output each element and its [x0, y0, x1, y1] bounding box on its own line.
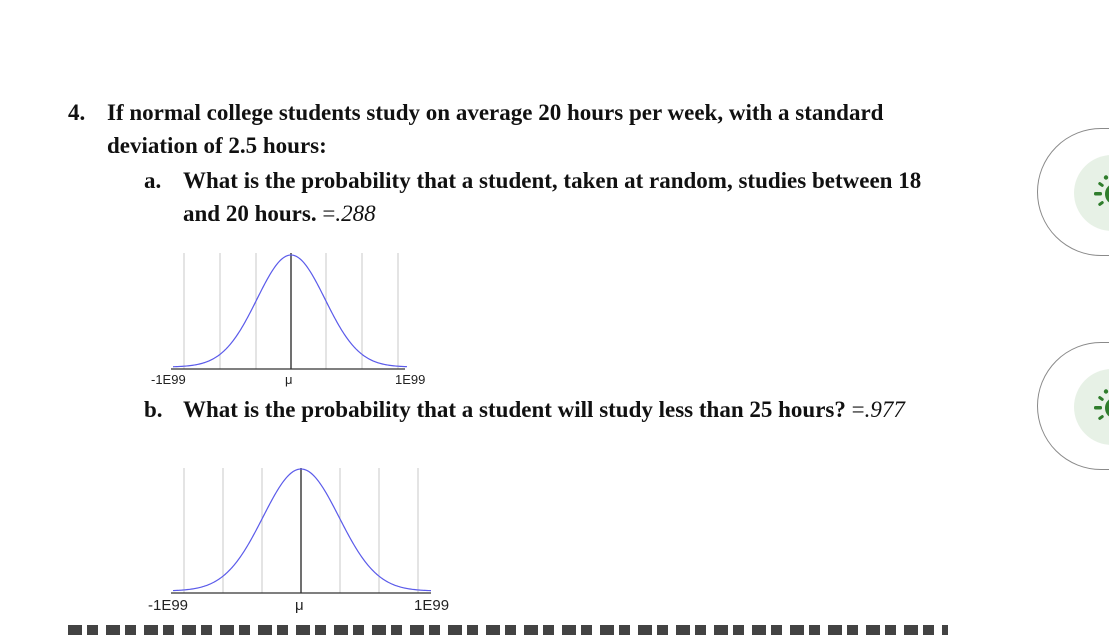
side-floating-button-1[interactable] — [1037, 128, 1109, 256]
part-a-text-line2: and 20 hours. — [183, 201, 317, 226]
graph-b-center-label: μ — [295, 597, 304, 614]
part-b-letter: b. — [144, 397, 163, 422]
normal-curve — [173, 469, 431, 591]
part-b-text: What is the probability that a student will study less than 25 hours? — [183, 397, 846, 422]
cut-off-next-question — [68, 623, 968, 635]
part-a-answer: .288 — [335, 201, 376, 226]
bug-icon — [1092, 175, 1109, 211]
side-button-2-badge — [1074, 369, 1109, 445]
graph-b-right-label: 1E99 — [414, 597, 450, 614]
part-b-line — [183, 393, 905, 426]
normal-curve — [173, 255, 407, 367]
question-text-line2: deviation of 2.5 hours: — [107, 133, 327, 158]
side-floating-button-2[interactable] — [1037, 342, 1109, 470]
graph-a-left-label: -1E99 — [151, 372, 186, 387]
part-b-answer: .977 — [864, 397, 905, 422]
question-text-line1: If normal college students study on average 20 hours per week, with a standard — [107, 100, 884, 125]
question-number: 4. — [68, 100, 86, 125]
part-a-answer-eq: = — [322, 201, 336, 226]
graph-a-right-label: 1E99 — [395, 372, 426, 387]
side-button-1-badge — [1074, 155, 1109, 231]
part-b-answer-eq: = — [851, 397, 865, 422]
graph-b-left-label: -1E99 — [148, 597, 189, 614]
part-a-line2 — [183, 197, 376, 230]
part-a-text-line1: What is the probability that a student, taken at random, studies between 18 — [183, 168, 922, 193]
normal-curve-graph-b — [165, 462, 440, 597]
part-a-letter: a. — [144, 168, 162, 193]
graph-a-center-label: μ — [285, 372, 293, 387]
bug-icon — [1092, 389, 1109, 425]
normal-curve-graph-a — [165, 245, 425, 373]
